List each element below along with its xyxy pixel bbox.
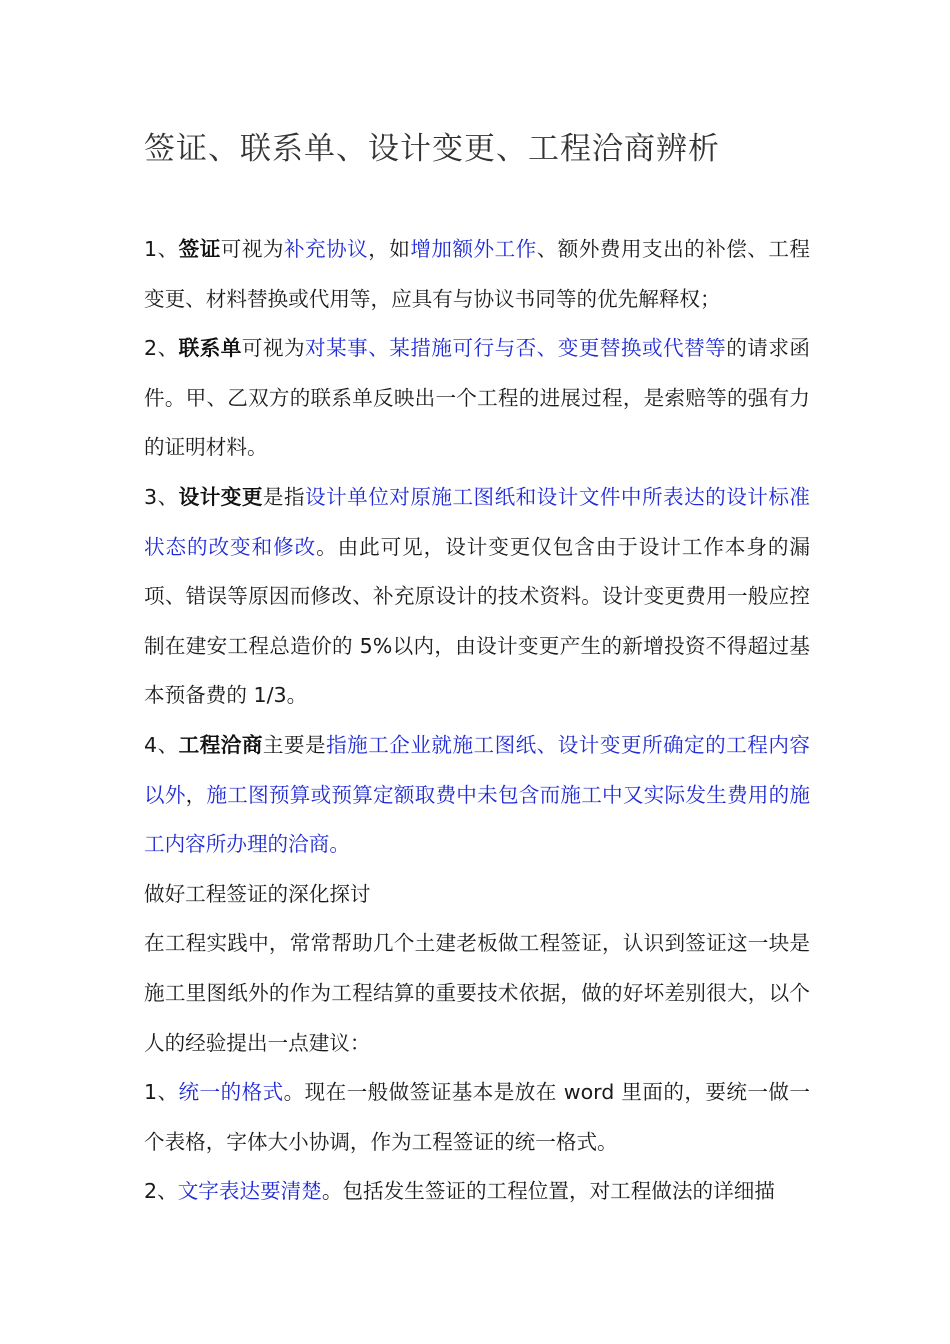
paragraph-suggestion-format xyxy=(144,1068,810,1167)
highlight-unified-format: 统一的格式 xyxy=(178,1080,284,1105)
item-number: 2、 xyxy=(144,336,179,361)
text-segment: 。包括发生签证的工程位置，对工程做法的详细描 xyxy=(321,1179,775,1204)
text-segment: 。现在一般做签证基本是放在 word 里面的，要统一做一个表格，字体大小协调，作为工程签证的统一格式。 xyxy=(144,1080,811,1154)
item-number: 1、 xyxy=(144,237,179,261)
document-body xyxy=(144,225,810,1217)
text-segment: 。由此可见，设计变更仅包含由于设计工作本身的漏项、错误等原因而修改、补充原设计的技术资料。设计变更费用一般应控制在建安工程总造价的 5%以内，由设计变更产生的新增投资不得超过基本预备费的 1/3。 xyxy=(144,534,810,708)
paragraph-contact-sheet xyxy=(144,324,810,473)
text-segment: ，如 xyxy=(368,237,411,261)
paragraph-intro: 在工程实践中，常常帮助几个土建老板做工程签证，认识到签证这一块是施工里图纸外的作为工程结算的重要技术依据，做的好坏差别很大，以个人的经验提出一点建议： xyxy=(144,931,810,1055)
paragraph-visa xyxy=(144,225,810,324)
document-title: 签证、联系单、设计变更、工程洽商辨析 xyxy=(144,131,720,167)
paragraph-negotiation xyxy=(144,721,810,870)
text-segment: ， xyxy=(185,782,207,807)
text-segment: 主要是 xyxy=(262,732,327,757)
term-contact-sheet: 联系单 xyxy=(178,336,242,361)
highlight-negotiation-scope: 指施工企业就施工图纸、设计变更所确定的工程内容以外 xyxy=(144,732,811,807)
text-segment: 可视为 xyxy=(241,336,306,361)
item-number: 4、 xyxy=(144,732,179,757)
item-number: 3、 xyxy=(144,484,179,509)
text-segment: 、额外费用支出的补偿、工程变更、材料替换或代用等，应具有与协议书同等的优先解释权； xyxy=(144,237,811,311)
item-number: 1、 xyxy=(144,1080,179,1105)
term-negotiation: 工程洽商 xyxy=(178,732,263,757)
paragraph-suggestion-wording xyxy=(144,1167,810,1217)
section-subtitle: 做好工程签证的深化探讨 xyxy=(144,881,371,906)
term-visa: 签证 xyxy=(178,237,221,261)
item-number: 2、 xyxy=(144,1179,178,1204)
paragraph-design-change xyxy=(144,473,810,721)
highlight-design-change-definition: 设计单位对原施工图纸和设计文件中所表达的设计标准状态的改变和修改 xyxy=(144,484,811,559)
text-segment: 的请求函件。甲、乙双方的联系单反映出一个工程的进展过程，是索赔等的强有力的证明材料。 xyxy=(144,336,811,460)
highlight-request-scope: 对某事、某措施可行与否、变更替换或代替等 xyxy=(305,336,727,361)
text-segment: 是指 xyxy=(262,484,306,509)
highlight-clear-wording: 文字表达要清楚 xyxy=(177,1179,322,1204)
text-segment: 可视为 xyxy=(220,237,284,261)
highlight-supplementary-agreement: 补充协议 xyxy=(283,237,369,261)
highlight-extra-work: 增加额外工作 xyxy=(410,237,537,261)
highlight-negotiation-cost: 施工图预算或预算定额取费中未包含而施工中又实际发生费用的施工内容所办理的洽商。 xyxy=(144,782,811,857)
term-design-change: 设计变更 xyxy=(178,484,263,509)
